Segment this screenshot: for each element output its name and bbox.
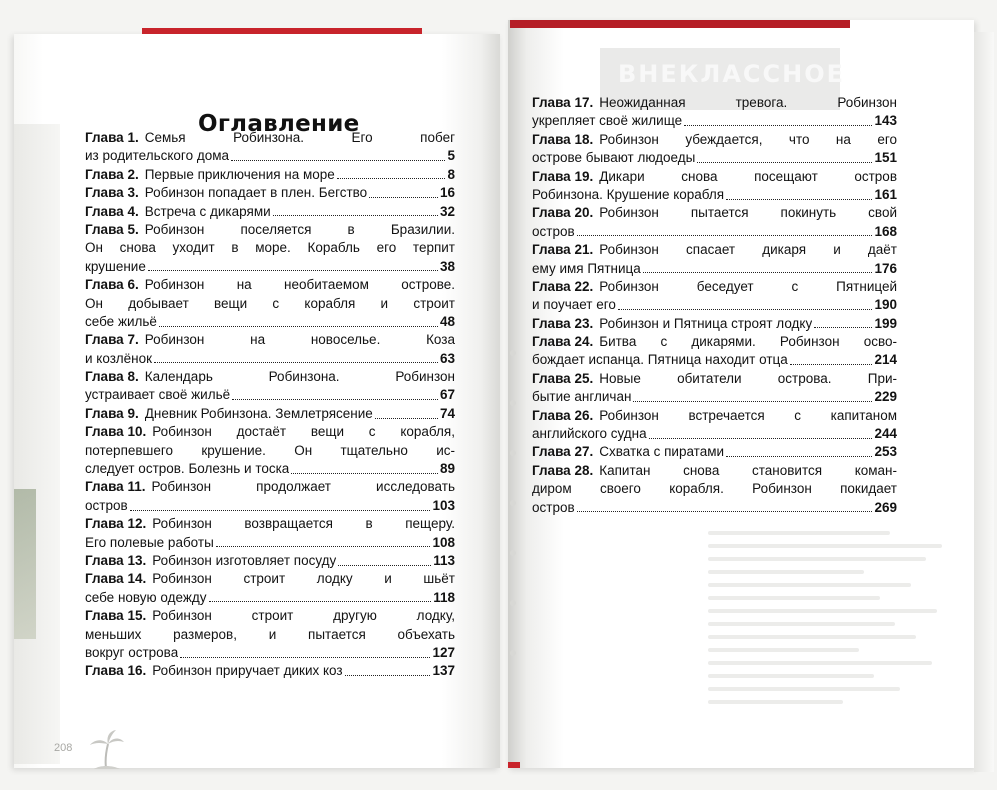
cover-edge	[142, 28, 422, 34]
page-ref: 137	[432, 663, 455, 679]
show-through-text	[708, 522, 968, 713]
page-ref: 244	[874, 426, 897, 442]
toc-entry-line	[85, 460, 455, 478]
chapter-label: Глава 3.	[85, 185, 139, 201]
toc-entry-line	[85, 534, 455, 552]
toc-entry-line	[532, 407, 897, 425]
chapter-label: Глава 19.	[532, 168, 594, 184]
toc-entry-line	[532, 149, 897, 167]
page-ref: 199	[874, 315, 897, 331]
chapter-title-text: Он снова уходит в море. Корабль его терпит	[85, 240, 455, 256]
toc-entry-line	[532, 186, 897, 204]
page-ref: 38	[439, 258, 455, 274]
toc-entry-line	[85, 662, 455, 680]
leader-dots	[633, 391, 872, 402]
chapter-label: Глава 5.	[85, 221, 139, 237]
cover-edge	[508, 762, 520, 768]
page-title: Оглавление	[198, 111, 360, 138]
toc-entry-line	[85, 350, 455, 368]
toc-entry-line	[532, 168, 897, 186]
leader-dots	[697, 152, 872, 163]
page-ref: 67	[439, 387, 455, 403]
chapter-title-text: Робинзон приручает диких коз	[152, 663, 343, 679]
toc-column-left	[85, 129, 455, 681]
chapter-title-text: Его полевые работы	[85, 534, 214, 550]
leader-dots	[375, 408, 438, 419]
page-ref: 32	[439, 203, 455, 219]
page-ref: 143	[874, 113, 897, 129]
chapter-title-text: Робинзон и Пятница строят лодку	[599, 315, 813, 331]
leader-dots	[159, 316, 438, 327]
chapter-title-text: и козлёнок	[85, 350, 152, 366]
chapter-label: Глава 13.	[85, 552, 147, 568]
toc-entry-line	[85, 552, 455, 570]
chapter-title-text: Новые обитатели острова. При-	[599, 370, 897, 386]
chapter-title-text: ему имя Пятница	[532, 260, 641, 276]
chapter-title-text: Дневник Робинзона. Землетрясение	[144, 405, 373, 421]
toc-entry-line	[85, 258, 455, 276]
chapter-title-text: Встреча с дикарями	[144, 203, 271, 219]
leader-dots	[369, 187, 438, 198]
toc-entry-line	[532, 241, 897, 259]
toc-entry-line	[532, 223, 897, 241]
page-ref: 229	[874, 389, 897, 405]
chapter-title-text: остров	[85, 497, 128, 513]
toc-entry-line	[85, 570, 455, 588]
leader-dots	[180, 647, 430, 658]
chapter-label: Глава 12.	[85, 516, 147, 532]
chapter-title-text: Календарь Робинзона. Робинзон	[144, 369, 455, 385]
leader-dots	[291, 463, 438, 474]
chapter-title-text: Робинзон беседует с Пятницей	[599, 278, 897, 294]
page-ref: 151	[874, 150, 897, 166]
page-ref: 16	[439, 185, 455, 201]
leader-dots	[232, 389, 438, 400]
chapter-label: Глава 15.	[85, 608, 147, 624]
toc-entry-line	[532, 204, 897, 222]
toc-entry-line	[85, 497, 455, 515]
chapter-title-text: следует остров. Болезнь и тоска	[85, 461, 290, 477]
chapter-title-text: Робинзон убеждается, что на его	[599, 131, 897, 147]
leader-dots	[790, 354, 873, 365]
chapter-title-text: меньших размеров, и пытается объехать	[85, 626, 455, 642]
chapter-label: Глава 7.	[85, 332, 139, 348]
page-ref: 127	[432, 644, 455, 660]
toc-entry-line	[85, 589, 455, 607]
toc-entry-line	[85, 203, 455, 221]
toc-entry-line	[532, 425, 897, 443]
leader-dots	[684, 115, 872, 126]
chapter-title-text: английского судна	[532, 426, 647, 442]
chapter-label: Глава 24.	[532, 334, 594, 350]
chapter-title-text: бождает испанца. Пятница находит отца	[532, 352, 788, 368]
chapter-title-text: бытие англичан	[532, 389, 632, 405]
toc-entry-line	[532, 296, 897, 314]
chapter-title-text: Робинзон на необитаемом острове.	[144, 277, 455, 293]
toc-entry-line	[532, 260, 897, 278]
toc-entry-line	[532, 499, 897, 517]
toc-entry-line	[85, 276, 455, 294]
toc-entry-line	[532, 388, 897, 406]
page-number: 208	[54, 742, 73, 754]
chapter-title-text: Неожиданная тревога. Робинзон	[599, 95, 897, 110]
page-ref: 113	[433, 552, 455, 568]
toc-entry-line	[85, 331, 455, 349]
page-ref: 8	[447, 166, 455, 182]
chapter-title-text: острове бывают людоеды	[532, 150, 696, 166]
chapter-title-text: Робинзона. Крушение корабля	[532, 186, 725, 202]
toc-column-right	[532, 94, 897, 517]
toc-entry-line	[85, 166, 455, 184]
toc-entry-line	[85, 515, 455, 533]
page-ref: 168	[874, 223, 897, 239]
chapter-title-text: Семья Робинзона. Его побег	[144, 130, 455, 145]
page-ref: 118	[433, 589, 455, 605]
leader-dots	[726, 446, 872, 457]
chapter-title-text: Робинзон попадает в плен. Бегство	[144, 185, 368, 201]
chapter-title-text: Робинзон спасает дикаря и даёт	[599, 242, 897, 258]
toc-entry-line	[85, 184, 455, 202]
toc-entry-line	[532, 443, 897, 461]
page-ref: 89	[439, 461, 455, 477]
page-ref: 63	[439, 350, 455, 366]
chapter-label: Глава 22.	[532, 278, 594, 294]
leader-dots	[209, 591, 432, 602]
chapter-title-text: Робинзон встречается с капитаном	[599, 407, 897, 423]
chapter-label: Глава 10.	[85, 424, 147, 440]
chapter-title-text: и поучает его	[532, 297, 616, 313]
chapter-title-text: Робинзон возвращается в пещеру.	[152, 516, 455, 532]
page-ref: 176	[874, 260, 897, 276]
toc-entry-line	[85, 644, 455, 662]
page-bleed	[14, 124, 60, 764]
chapter-title-text: крушение	[85, 258, 146, 274]
toc-entry-line	[85, 423, 455, 441]
leader-dots	[337, 168, 446, 179]
leader-dots	[345, 665, 431, 676]
chapter-title-text: устраивает своё жильё	[85, 387, 231, 403]
chapter-title-text: укрепляет своё жилище	[532, 113, 683, 129]
binding-holes	[508, 350, 518, 710]
chapter-title-text: Робинзон на новоселье. Коза	[144, 332, 455, 348]
toc-entry-line	[532, 480, 897, 498]
chapter-label: Глава 4.	[85, 203, 139, 219]
toc-entry-line	[85, 221, 455, 239]
toc-entry-line	[532, 278, 897, 296]
toc-entry-line	[532, 462, 897, 480]
toc-entry-line	[85, 626, 455, 644]
leader-dots	[338, 555, 431, 566]
toc-entry-line	[85, 147, 455, 165]
toc-entry-line	[532, 315, 897, 333]
toc-entry-line	[532, 333, 897, 351]
chapter-label: Глава 1.	[85, 130, 139, 145]
page-ref: 108	[432, 534, 455, 550]
chapter-title-text: остров	[532, 223, 575, 239]
chapter-title-text: Схватка с пиратами	[599, 444, 725, 460]
toc-entry-line	[532, 351, 897, 369]
chapter-label: Глава 21.	[532, 242, 594, 258]
leader-dots	[649, 428, 873, 439]
chapter-title-text: себе новую одежду	[85, 589, 207, 605]
leader-dots	[577, 501, 873, 512]
show-through-logo-text: ВНЕКЛАССНОЕ	[618, 60, 846, 88]
chapter-title-text: Битва с дикарями. Робинзон осво-	[599, 334, 897, 350]
chapter-label: Глава 17.	[532, 95, 594, 110]
chapter-title-text: Робинзон строит другую лодку,	[152, 608, 455, 624]
chapter-title-text: Робинзон поселяется в Бразилии.	[144, 221, 455, 237]
chapter-label: Глава 26.	[532, 407, 594, 423]
toc-entry-line	[85, 313, 455, 331]
chapter-title-text: Он добывает вещи с корабля и строит	[85, 295, 455, 311]
toc-entry-line	[85, 239, 455, 257]
leader-dots	[273, 205, 438, 216]
leader-dots	[577, 225, 873, 236]
chapter-title-text: Робинзон пытается покинуть свой	[599, 205, 897, 221]
page-ref: 253	[874, 444, 897, 460]
page-ref: 190	[874, 297, 897, 313]
page-bleed-image	[14, 489, 36, 639]
cover-edge	[510, 20, 850, 28]
leader-dots	[618, 299, 873, 310]
chapter-title-text: Робинзон достаёт вещи с корабля,	[152, 424, 455, 440]
chapter-title-text: Робинзон строит лодку и шьёт	[152, 571, 455, 587]
toc-entry-line	[532, 370, 897, 388]
chapter-title-text: Робинзон продолжает исследовать	[151, 479, 455, 495]
leader-dots	[643, 262, 873, 273]
chapter-title-text: Робинзон изготовляет посуду	[152, 552, 337, 568]
chapter-label: Глава 25.	[532, 370, 594, 386]
leader-dots	[154, 352, 438, 363]
chapter-title-text: остров	[532, 499, 575, 515]
toc-entry-line	[85, 386, 455, 404]
toc-entry-line	[85, 442, 455, 460]
chapter-label: Глава 28.	[532, 462, 594, 478]
chapter-title-text: Капитан снова становится коман-	[599, 462, 897, 478]
toc-entry-line	[85, 295, 455, 313]
chapter-label: Глава 14.	[85, 571, 147, 587]
cover-edge	[974, 32, 994, 772]
chapter-label: Глава 23.	[532, 315, 594, 331]
chapter-label: Глава 8.	[85, 369, 139, 385]
chapter-title-text: вокруг острова	[85, 644, 179, 660]
palm-tree-icon	[84, 728, 128, 772]
page-ref: 74	[439, 405, 455, 421]
chapter-label: Глава 18.	[532, 131, 594, 147]
toc-entry-line	[85, 607, 455, 625]
page-ref: 269	[874, 499, 897, 515]
chapter-label: Глава 27.	[532, 444, 594, 460]
chapter-title-text: диром своего корабля. Робинзон покидает	[532, 481, 897, 497]
leader-dots	[231, 150, 445, 161]
chapter-label: Глава 6.	[85, 277, 139, 293]
chapter-title-text: потерпевшего крушение. Он тщательно ис-	[85, 442, 455, 458]
chapter-label: Глава 11.	[85, 479, 146, 495]
leader-dots	[130, 500, 431, 511]
chapter-title-text: из родительского дома	[85, 148, 229, 164]
leader-dots	[216, 536, 431, 547]
toc-entry-line	[532, 131, 897, 149]
chapter-label: Глава 9.	[85, 405, 139, 421]
toc-entry-line	[85, 368, 455, 386]
leader-dots	[814, 317, 872, 328]
chapter-title-text: себе жильё	[85, 313, 157, 329]
toc-entry-line	[85, 405, 455, 423]
toc-entry-line	[532, 94, 897, 112]
page-ref: 48	[439, 313, 455, 329]
chapter-label: Глава 20.	[532, 205, 594, 221]
page-ref: 103	[432, 497, 455, 513]
toc-entry-line	[85, 478, 455, 496]
chapter-title-text: Первые приключения на море	[144, 166, 335, 182]
page-ref: 214	[874, 352, 897, 368]
chapter-label: Глава 2.	[85, 166, 139, 182]
leader-dots	[726, 189, 872, 200]
leader-dots	[148, 260, 438, 271]
chapter-title-text: Дикари снова посещают остров	[599, 168, 897, 184]
page-ref: 5	[447, 148, 455, 164]
page-ref: 161	[874, 186, 897, 202]
chapter-label: Глава 16.	[85, 663, 147, 679]
toc-entry-line	[85, 129, 455, 147]
toc-entry-line	[532, 112, 897, 130]
